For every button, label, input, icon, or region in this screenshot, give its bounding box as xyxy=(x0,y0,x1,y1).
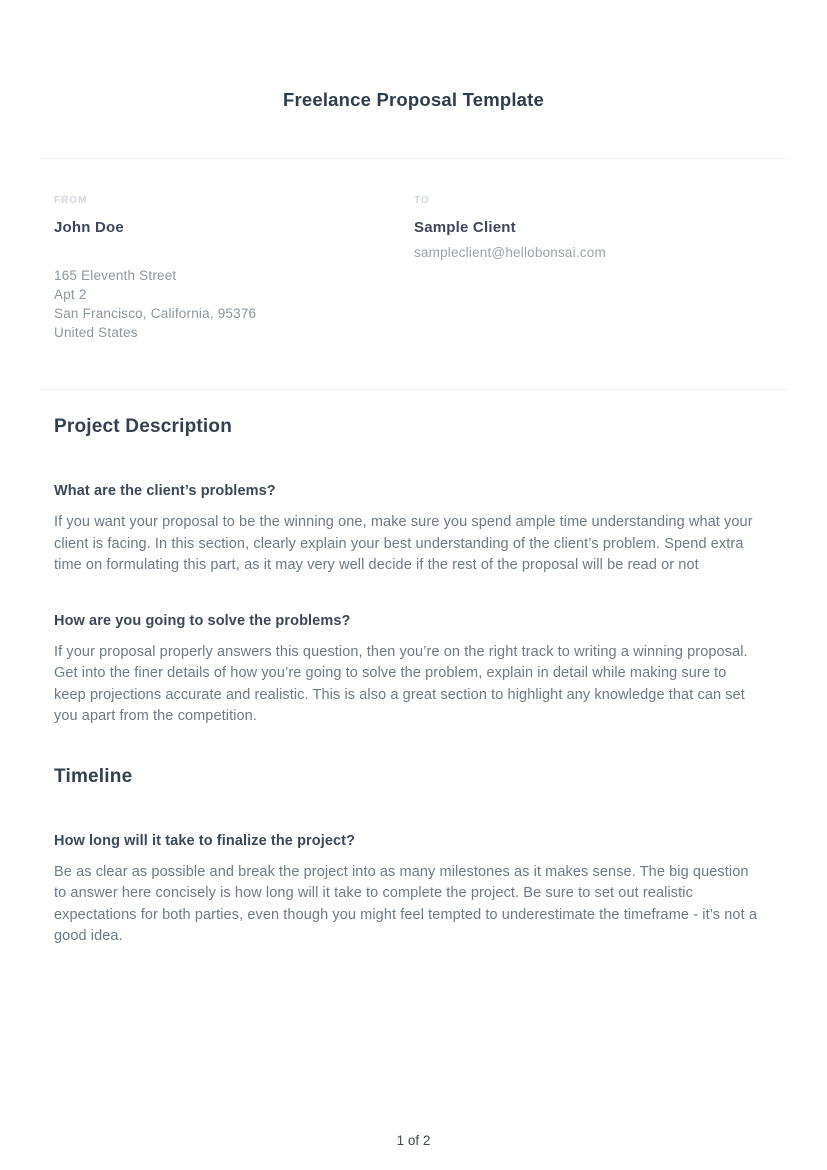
answer-solve-problems: If your proposal properly answers this question, then you’re on the right track to writing a winning proposal. Get into the finer details of how you’re going to solve the problem, explain in detail while making sure to keep projections accurate and realistic. This is also a great section to highlight any knowledge that can set you apart from the competition. xyxy=(54,643,748,724)
question-solve-problems: How are you going to solve the problems? xyxy=(54,612,351,629)
document-body xyxy=(0,416,827,948)
to-name: Sample Client xyxy=(414,219,516,236)
question-client-problems: What are the client’s problems? xyxy=(54,483,276,499)
page-number: 1 of 2 xyxy=(396,1133,431,1148)
parties-block xyxy=(0,159,827,342)
to-email: sampleclient@hellobonsai.com xyxy=(414,245,606,260)
from-address xyxy=(54,266,414,342)
address-line: San Francisco, California, 95376 xyxy=(54,306,257,321)
to-label: TO xyxy=(414,195,430,206)
parties-divider xyxy=(40,389,787,390)
section-heading-timeline: Timeline xyxy=(54,765,133,787)
answer-finalize-project: Be as clear as possible and break the project into as many milestones as it makes sense. The big question to answer here concisely is how long will it take to complete the project. Be sure to set out realistic expectations for both parties, even though you might feel tempted to underestimate the timeframe - it’s not a good idea. xyxy=(54,863,757,944)
to-party xyxy=(414,195,773,342)
section-heading-project-description: Project Description xyxy=(54,416,233,437)
address-line: Apt 2 xyxy=(54,287,87,302)
address-line: 165 Eleventh Street xyxy=(54,268,177,283)
from-name: John Doe xyxy=(54,219,124,236)
from-party xyxy=(54,195,414,342)
from-label: FROM xyxy=(54,195,88,206)
question-finalize-project: How long will it take to finalize the project? xyxy=(54,832,356,849)
document-title: Freelance Proposal Template xyxy=(282,89,545,110)
answer-client-problems: If you want your proposal to be the winning one, make sure you spend ample time understanding what your client is facing. In this section, clearly explain your best understanding of the client’s problem. Spend extra time on formulating this part, as it may very well decide if the rest of the proposal will be read or not xyxy=(54,514,753,573)
address-line: United States xyxy=(54,325,138,340)
